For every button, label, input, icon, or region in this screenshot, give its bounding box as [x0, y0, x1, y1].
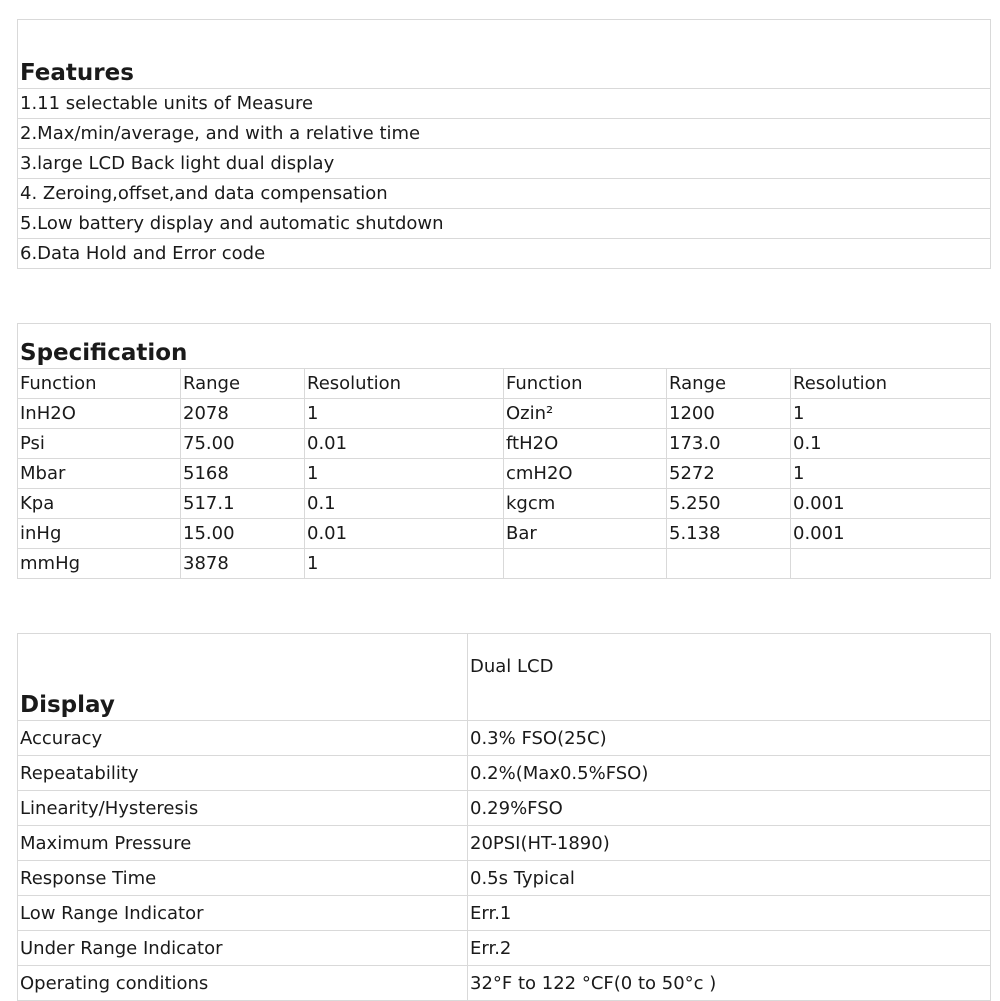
- feature-item: 1.11 selectable units of Measure: [18, 89, 991, 119]
- table-cell: 517.1: [181, 489, 305, 519]
- table-row: [18, 399, 991, 429]
- table-row: [18, 519, 991, 549]
- feature-item: 6.Data Hold and Error code: [18, 239, 991, 269]
- table-cell: Mbar: [18, 459, 181, 489]
- table-cell: Repeatability: [18, 756, 468, 791]
- table-cell: 1: [305, 459, 504, 489]
- table-cell: Response Time: [18, 861, 468, 896]
- table-cell: InH2O: [18, 399, 181, 429]
- table-cell: Kpa: [18, 489, 181, 519]
- table-cell: 15.00: [181, 519, 305, 549]
- feature-item: 5.Low battery display and automatic shutdown: [18, 209, 991, 239]
- table-cell: 0.01: [305, 429, 504, 459]
- table-cell: 0.5s Typical: [468, 861, 991, 896]
- table-row: [18, 459, 991, 489]
- table-cell: Maximum Pressure: [18, 826, 468, 861]
- table-cell: Linearity/Hysteresis: [18, 791, 468, 826]
- table-cell: Bar: [504, 519, 667, 549]
- table-cell: 5.250: [667, 489, 791, 519]
- table-cell: 20PSI(HT-1890): [468, 826, 991, 861]
- table-cell: ftH2O: [504, 429, 667, 459]
- column-header: Resolution: [305, 369, 504, 399]
- column-header: Range: [181, 369, 305, 399]
- table-row: [18, 549, 991, 579]
- table-cell: 0.001: [791, 519, 991, 549]
- table-cell: 173.0: [667, 429, 791, 459]
- table-cell: Low Range Indicator: [18, 896, 468, 931]
- specification-title: Specification: [18, 324, 991, 369]
- table-cell: [667, 549, 791, 579]
- table-row: [18, 966, 991, 1001]
- table-cell: Err.2: [468, 931, 991, 966]
- table-cell: 0.29%FSO: [468, 791, 991, 826]
- table-cell: 75.00: [181, 429, 305, 459]
- table-cell: 1: [791, 459, 991, 489]
- display-table: [17, 633, 991, 1001]
- table-row: [18, 861, 991, 896]
- table-cell: 1200: [667, 399, 791, 429]
- table-cell: 1: [305, 399, 504, 429]
- table-cell: 1: [305, 549, 504, 579]
- table-cell: Ozin²: [504, 399, 667, 429]
- table-cell: 32°F to 122 °CF(0 to 50°c ): [468, 966, 991, 1001]
- table-cell: cmH2O: [504, 459, 667, 489]
- table-cell: 0.1: [305, 489, 504, 519]
- features-title: Features: [18, 20, 991, 89]
- column-header: Function: [18, 369, 181, 399]
- spec-header-row: [18, 369, 991, 399]
- table-cell: 0.001: [791, 489, 991, 519]
- display-value: Dual LCD: [468, 634, 991, 721]
- table-cell: 3878: [181, 549, 305, 579]
- table-cell: Accuracy: [18, 721, 468, 756]
- table-cell: 5168: [181, 459, 305, 489]
- table-cell: Operating conditions: [18, 966, 468, 1001]
- specification-table: [17, 323, 991, 579]
- table-cell: 0.01: [305, 519, 504, 549]
- feature-item: 2.Max/min/average, and with a relative time: [18, 119, 991, 149]
- table-cell: Psi: [18, 429, 181, 459]
- column-header: Function: [504, 369, 667, 399]
- table-cell: 1: [791, 399, 991, 429]
- table-cell: 2078: [181, 399, 305, 429]
- table-cell: 0.2%(Max0.5%FSO): [468, 756, 991, 791]
- table-cell: kgcm: [504, 489, 667, 519]
- table-cell: mmHg: [18, 549, 181, 579]
- table-row: [18, 756, 991, 791]
- feature-item: 3.large LCD Back light dual display: [18, 149, 991, 179]
- table-row: [18, 791, 991, 826]
- table-cell: Err.1: [468, 896, 991, 931]
- table-cell: 0.3% FSO(25C): [468, 721, 991, 756]
- table-cell: inHg: [18, 519, 181, 549]
- table-cell: [791, 549, 991, 579]
- feature-item: 4. Zeroing,offset,and data compensation: [18, 179, 991, 209]
- column-header: Resolution: [791, 369, 991, 399]
- table-cell: 0.1: [791, 429, 991, 459]
- display-title: Display: [18, 634, 468, 721]
- table-row: [18, 429, 991, 459]
- table-row: [18, 826, 991, 861]
- table-cell: [504, 549, 667, 579]
- table-row: [18, 931, 991, 966]
- table-cell: Under Range Indicator: [18, 931, 468, 966]
- table-row: [18, 896, 991, 931]
- table-row: [18, 489, 991, 519]
- features-table: [17, 19, 991, 269]
- column-header: Range: [667, 369, 791, 399]
- table-cell: 5.138: [667, 519, 791, 549]
- table-cell: 5272: [667, 459, 791, 489]
- table-row: [18, 721, 991, 756]
